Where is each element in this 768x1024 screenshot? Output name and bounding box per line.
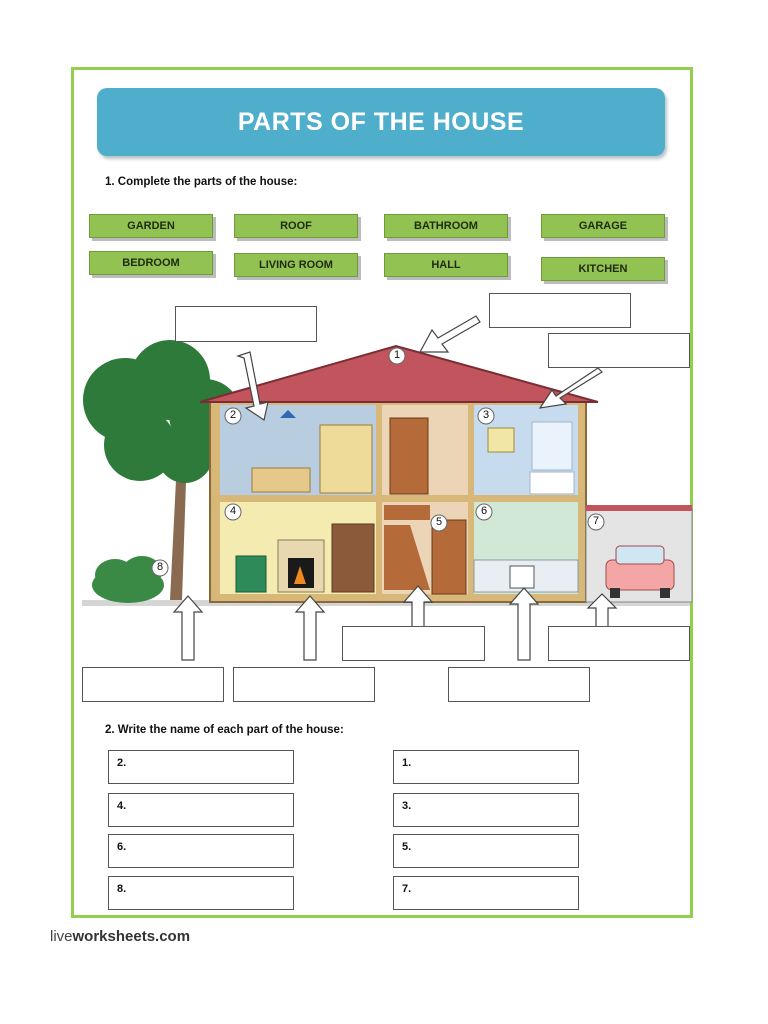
marker-1: 1: [393, 349, 401, 361]
word-garage[interactable]: GARAGE: [541, 214, 665, 238]
page-title: PARTS OF THE HOUSE: [237, 107, 525, 136]
answer-box-7[interactable]: [393, 876, 579, 910]
blank-roof[interactable]: [489, 293, 631, 328]
word-bathroom[interactable]: BATHROOM: [384, 214, 508, 238]
logo-light: live: [50, 928, 73, 945]
word-bedroom[interactable]: BEDROOM: [89, 251, 213, 275]
blank-bathroom[interactable]: [548, 333, 690, 368]
answer-box-5[interactable]: [393, 834, 579, 868]
marker-5: 5: [435, 516, 443, 528]
word-living-room[interactable]: LIVING ROOM: [234, 253, 358, 277]
marker-6: 6: [480, 505, 488, 517]
answer-label: 3.: [402, 800, 412, 812]
marker-8: 8: [156, 561, 164, 573]
answer-label: 1.: [402, 757, 412, 769]
marker-2: 2: [229, 409, 237, 421]
answer-box-4[interactable]: [108, 793, 294, 827]
answer-box-2[interactable]: [108, 750, 294, 784]
blank-bedroom[interactable]: [175, 306, 317, 342]
answer-label: 5.: [402, 841, 412, 853]
blank-kitchen[interactable]: [448, 667, 590, 702]
word-roof[interactable]: ROOF: [234, 214, 358, 238]
instruction-2: 2. Write the name of each part of the house:: [105, 724, 344, 736]
logo-bold: worksheets.com: [72, 928, 191, 945]
marker-4: 4: [229, 505, 237, 517]
answer-label: 8.: [117, 883, 127, 895]
answer-box-3[interactable]: [393, 793, 579, 827]
answer-label: 4.: [117, 800, 127, 812]
answer-label: 6.: [117, 841, 127, 853]
instruction-1: 1. Complete the parts of the house:: [105, 176, 298, 188]
blank-garden[interactable]: [82, 667, 224, 702]
answer-label: 7.: [402, 883, 412, 895]
blank-garage[interactable]: [548, 626, 690, 661]
answer-box-1[interactable]: [393, 750, 579, 784]
answer-box-8[interactable]: [108, 876, 294, 910]
car-icon: [606, 546, 674, 598]
liveworksheets-logo: [50, 928, 190, 945]
marker-7: 7: [592, 515, 600, 527]
blank-living-room[interactable]: [233, 667, 375, 702]
word-kitchen[interactable]: KITCHEN: [541, 257, 665, 281]
answer-label: 2.: [117, 757, 127, 769]
blank-hall[interactable]: [342, 626, 485, 661]
marker-3: 3: [482, 409, 490, 421]
answer-box-6[interactable]: [108, 834, 294, 868]
word-hall[interactable]: HALL: [384, 253, 508, 277]
word-garden[interactable]: GARDEN: [89, 214, 213, 238]
